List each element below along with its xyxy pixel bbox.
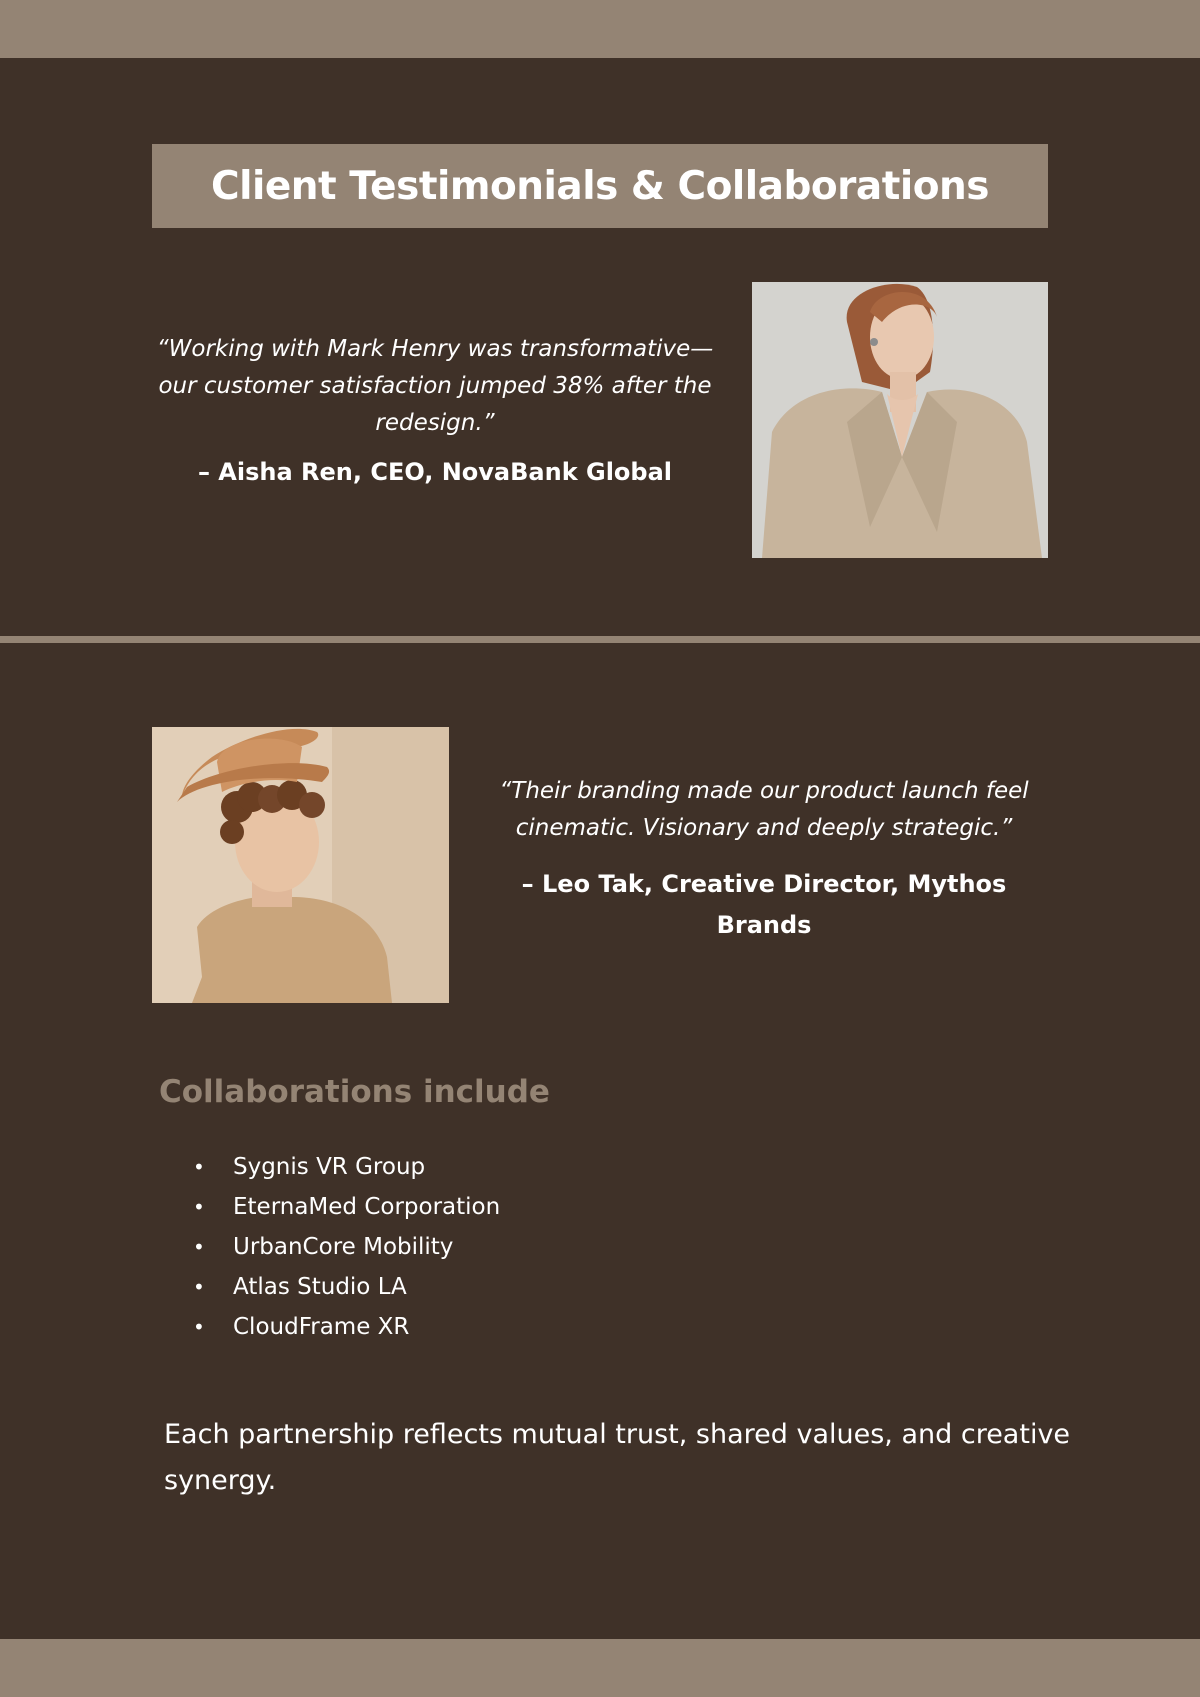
testimonial-quote-1: “Working with Mark Henry was transformative—our customer satisfaction jumped 38% after the redesign.” (156, 336, 714, 436)
testimonial-author-2: – Leo Tak, Creative Director, Mythos Brands (521, 870, 1007, 939)
title-banner (152, 144, 1048, 228)
woman-in-beige-blazer-photo (752, 282, 1048, 558)
section-divider (0, 636, 1200, 643)
testimonial-quote-2: “Their branding made our product launch feel cinematic. Visionary and deeply strategic.” (499, 778, 1029, 841)
page-title: Client Testimonials & Collaborations (210, 163, 990, 209)
bottom-band (0, 1639, 1200, 1697)
top-band (0, 0, 1200, 58)
list-item: • Sygnis VR Group (193, 1147, 500, 1187)
collaborations-list (193, 1147, 500, 1347)
collaborations-heading: Collaborations include (159, 1074, 550, 1110)
testimonial-author-1: – Aisha Ren, CEO, NovaBank Global (197, 458, 673, 486)
list-item: • UrbanCore Mobility (193, 1227, 500, 1267)
list-item: • CloudFrame XR (193, 1307, 500, 1347)
closing-statement: Each partnership reflects mutual trust, shared values, and creative synergy. (164, 1419, 1071, 1496)
list-item: • Atlas Studio LA (193, 1267, 500, 1307)
man-in-tan-hat-photo (152, 727, 449, 1003)
list-item: • EternaMed Corporation (193, 1187, 500, 1227)
